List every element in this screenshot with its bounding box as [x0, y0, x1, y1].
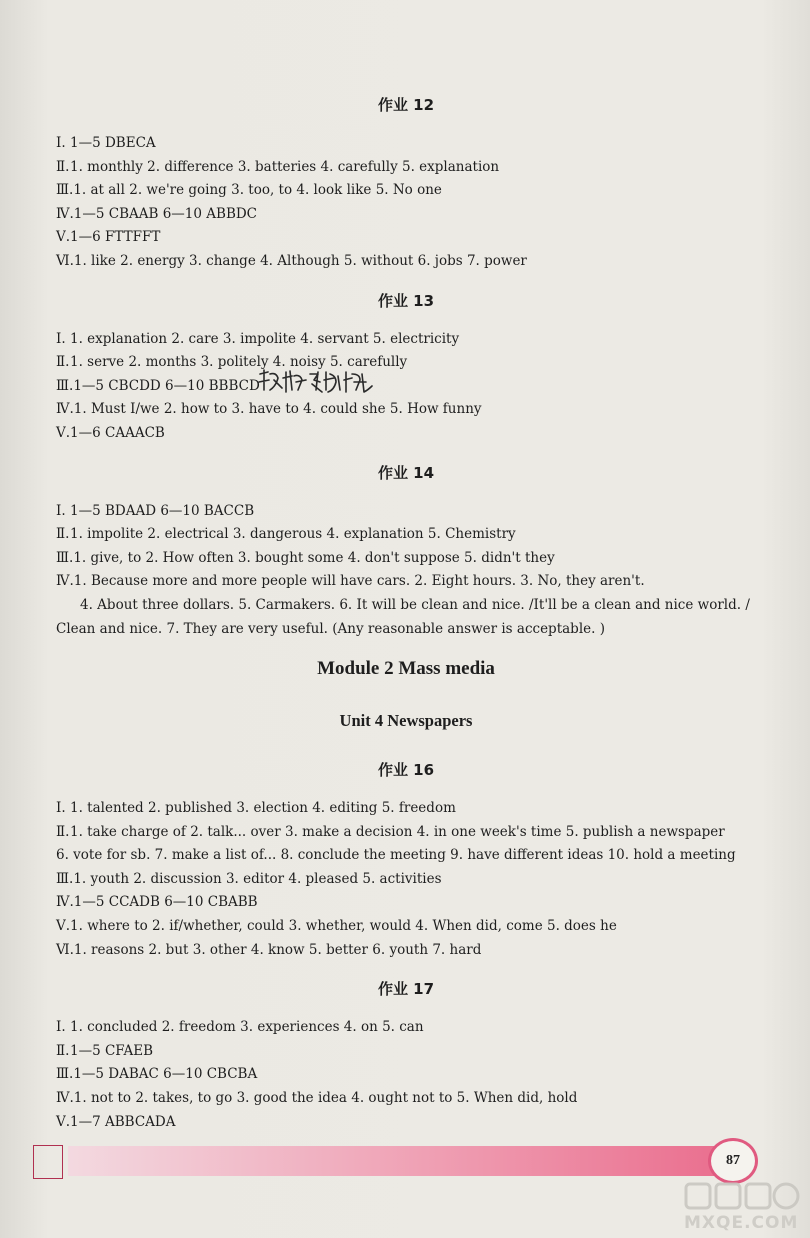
- section-title: 作业 13: [377, 291, 435, 310]
- section-14: [56, 460, 756, 642]
- section-title: 作业 16: [377, 761, 435, 780]
- answer-line: Ⅵ.1. like 2. energy 3. change 4. Although 5. without 6. jobs 7. power: [56, 252, 527, 269]
- section-13: [56, 288, 756, 446]
- answer-line: 4. About three dollars. 5. Carmakers. 6. It will be clean and nice. /It'll be a clean and nice world. /: [80, 596, 750, 613]
- watermark-text: MXQE.COM: [684, 1213, 799, 1232]
- watermark-logo: [680, 1180, 805, 1232]
- answer-line: Clean and nice. 7. They are very useful. (Any reasonable answer is acceptable. ): [56, 620, 605, 637]
- answer-line: Ⅱ.1—5 CFAEB: [56, 1042, 154, 1059]
- unit-title: Unit 4 Newspapers: [339, 711, 473, 731]
- answer-line: Ⅱ.1. monthly 2. difference 3. batteries 4. carefully 5. explanation: [56, 158, 500, 175]
- answer-line: Ⅱ.1. impolite 2. electrical 3. dangerous 4. explanation 5. Chemistry: [56, 526, 516, 543]
- answer-line: Ⅱ.1. take charge of 2. talk... over 3. make a decision 4. in one week's time 5. publish a newspaper: [56, 823, 725, 840]
- section-title: 作业 12: [377, 96, 435, 114]
- section-title: 作业 14: [377, 463, 435, 482]
- answer-line: Ⅰ. 1. talented 2. published 3. election 4. editing 5. freedom: [56, 800, 456, 817]
- answer-line: Ⅳ.1—5 CBAAB 6—10 ABBDC: [56, 205, 258, 222]
- answer-line: Ⅳ.1. Must I/we 2. how to 3. have to 4. could she 5. How funny: [56, 401, 482, 418]
- answer-line: Ⅲ.1. at all 2. we're going 3. too, to 4. look like 5. No one: [56, 182, 442, 199]
- footer-band: [68, 1146, 730, 1176]
- answer-line: Ⅰ. 1. concluded 2. freedom 3. experiences 4. on 5. can: [56, 1019, 424, 1036]
- section-17: [56, 976, 756, 1134]
- page-number: 87: [708, 1138, 758, 1184]
- answer-line: Ⅰ. 1—5 DBECA: [56, 135, 156, 151]
- answer-line: Ⅳ.1—5 CCADB 6—10 CBABB: [56, 894, 258, 911]
- answer-line: Ⅲ.1. give, to 2. How often 3. bought some 4. don't suppose 5. didn't they: [56, 549, 555, 566]
- answer-line: Ⅵ.1. reasons 2. but 3. other 4. know 5. better 6. youth 7. hard: [56, 941, 482, 958]
- answer-line: 6. vote for sb. 7. make a list of... 8. conclude the meeting 9. have different ideas 10. hold a meeting: [56, 847, 736, 864]
- module-title: Module 2 Mass media: [317, 658, 495, 680]
- answer-line: Ⅴ.1—7 ABBCADA: [56, 1113, 176, 1130]
- section-12: [56, 92, 756, 274]
- answer-line: Ⅳ.1. Because more and more people will have cars. 2. Eight hours. 3. No, they aren't.: [56, 573, 645, 590]
- answer-line: Ⅲ.1—5 DABAC 6—10 CBCBA: [56, 1066, 258, 1083]
- answer-line: Ⅴ.1—6 CAAACB: [56, 424, 165, 441]
- answer-line: Ⅴ.1. where to 2. if/whether, could 3. whether, would 4. When did, come 5. does he: [56, 918, 617, 935]
- section-16: [56, 757, 756, 962]
- handwritten-note: [256, 368, 376, 396]
- section-title: 作业 17: [377, 980, 435, 999]
- answer-content: [56, 92, 756, 1134]
- answer-line: Ⅳ.1. not to 2. takes, to go 3. good the idea 4. ought not to 5. When did, hold: [56, 1090, 578, 1107]
- answer-line: Ⅲ.1—5 CBCDD 6—10 BBBCD: [56, 377, 260, 394]
- answer-line: Ⅰ. 1. explanation 2. care 3. impolite 4. servant 5. electricity: [56, 330, 460, 347]
- answer-line: Ⅱ.1. serve 2. months 3. politely 4. noisy 5. carefully: [56, 354, 408, 371]
- answer-line: Ⅲ.1. youth 2. discussion 3. editor 4. pleased 5. activities: [56, 870, 442, 887]
- answer-line: Ⅰ. 1—5 BDAAD 6—10 BACCB: [56, 502, 255, 519]
- answer-line: Ⅴ.1—6 FTTFFT: [56, 229, 161, 246]
- footer-square: [33, 1145, 63, 1179]
